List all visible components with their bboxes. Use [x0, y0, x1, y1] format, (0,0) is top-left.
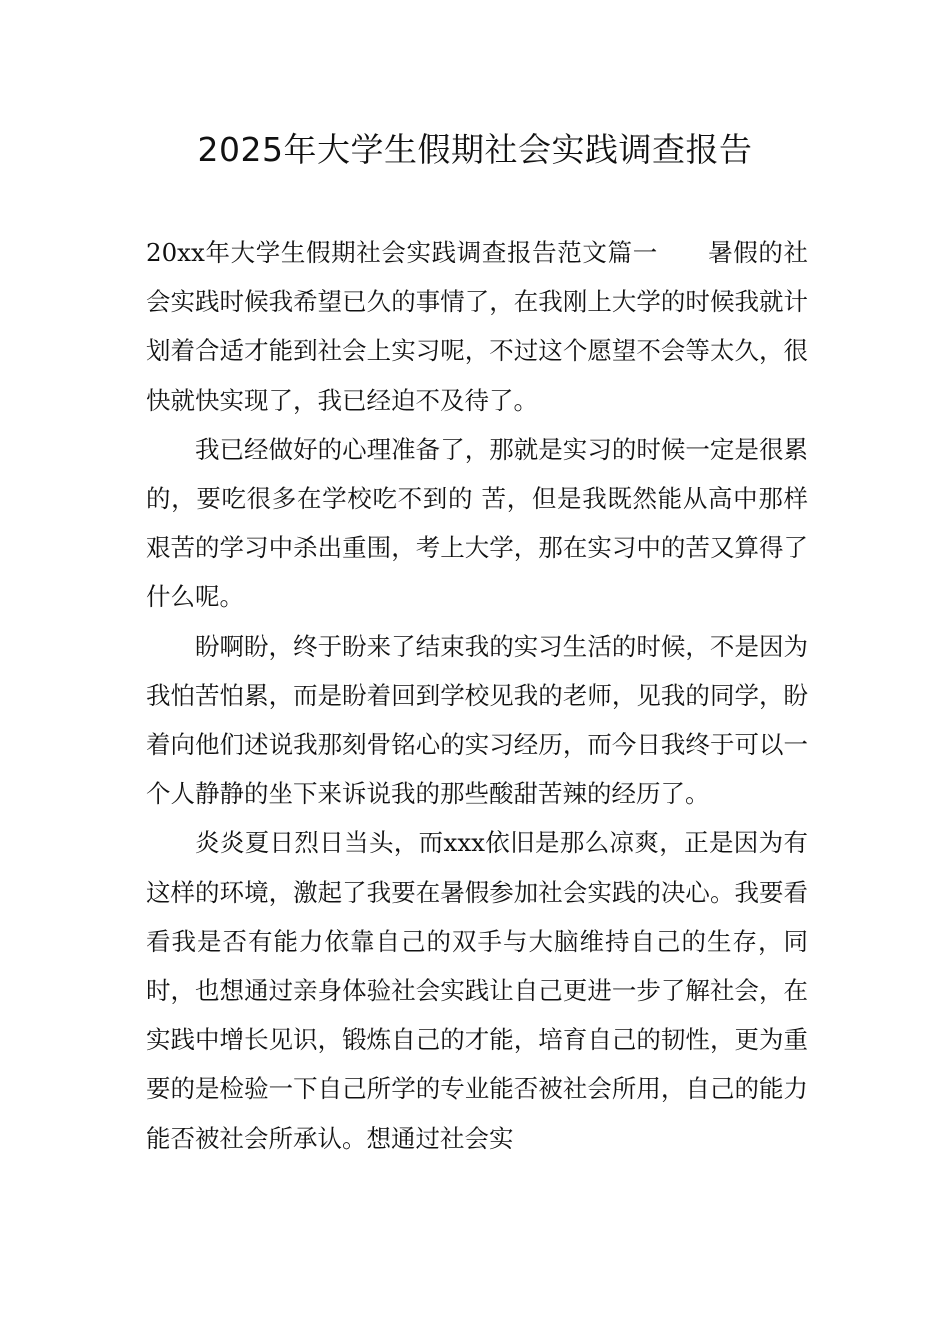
paragraph-2: 我已经做好的心理准备了，那就是实习的时候一定是很累的，要吃很多在学校吃不到的 苦，但是我既然能从高中那样艰苦的学习中杀出重围，考上大学，那在实习中的苦又算得了什么呢。 — [146, 434, 808, 612]
paragraph-4: 炎炎夏日烈日当头，而xxx依旧是那么凉爽，正是因为有这样的环境，激起了我要在暑假参加社会实践的决心。我要看看我是否有能力依靠自己的双手与大脑维持自己的生存，同时，也想通过亲身体验社会实践让自己更进一步了解社会，在实践中增长见识，锻炼自己的才能，培育自己的韧性，更为重要的是检验一下自己所学的专业能否被社会所用，自己的能力能否被社会所承认。想通过社会实 — [146, 828, 808, 1153]
paragraph-3: 盼啊盼，终于盼来了结束我的实习生活的时候，不是因为我怕苦怕累，而是盼着回到学校见我的老师，见我的同学，盼着向他们述说我那刻骨铭心的实习经历，而今日我终于可以一个人静静的坐下来诉说我的那些酸甜苦辣的经历了。 — [146, 631, 808, 809]
document-body — [146, 228, 808, 1163]
paragraph-1: 20xx年大学生假期社会实践调查报告范文篇一 暑假的社会实践时候我希望已久的事情了，在我刚上大学的时候我就计划着合适才能到社会上实习呢，不过这个愿望不会等太久，很快就快实现了，我已经迫不及待了。 — [146, 238, 808, 415]
document-title: 2025年大学生假期社会实践调查报告 — [197, 130, 753, 169]
